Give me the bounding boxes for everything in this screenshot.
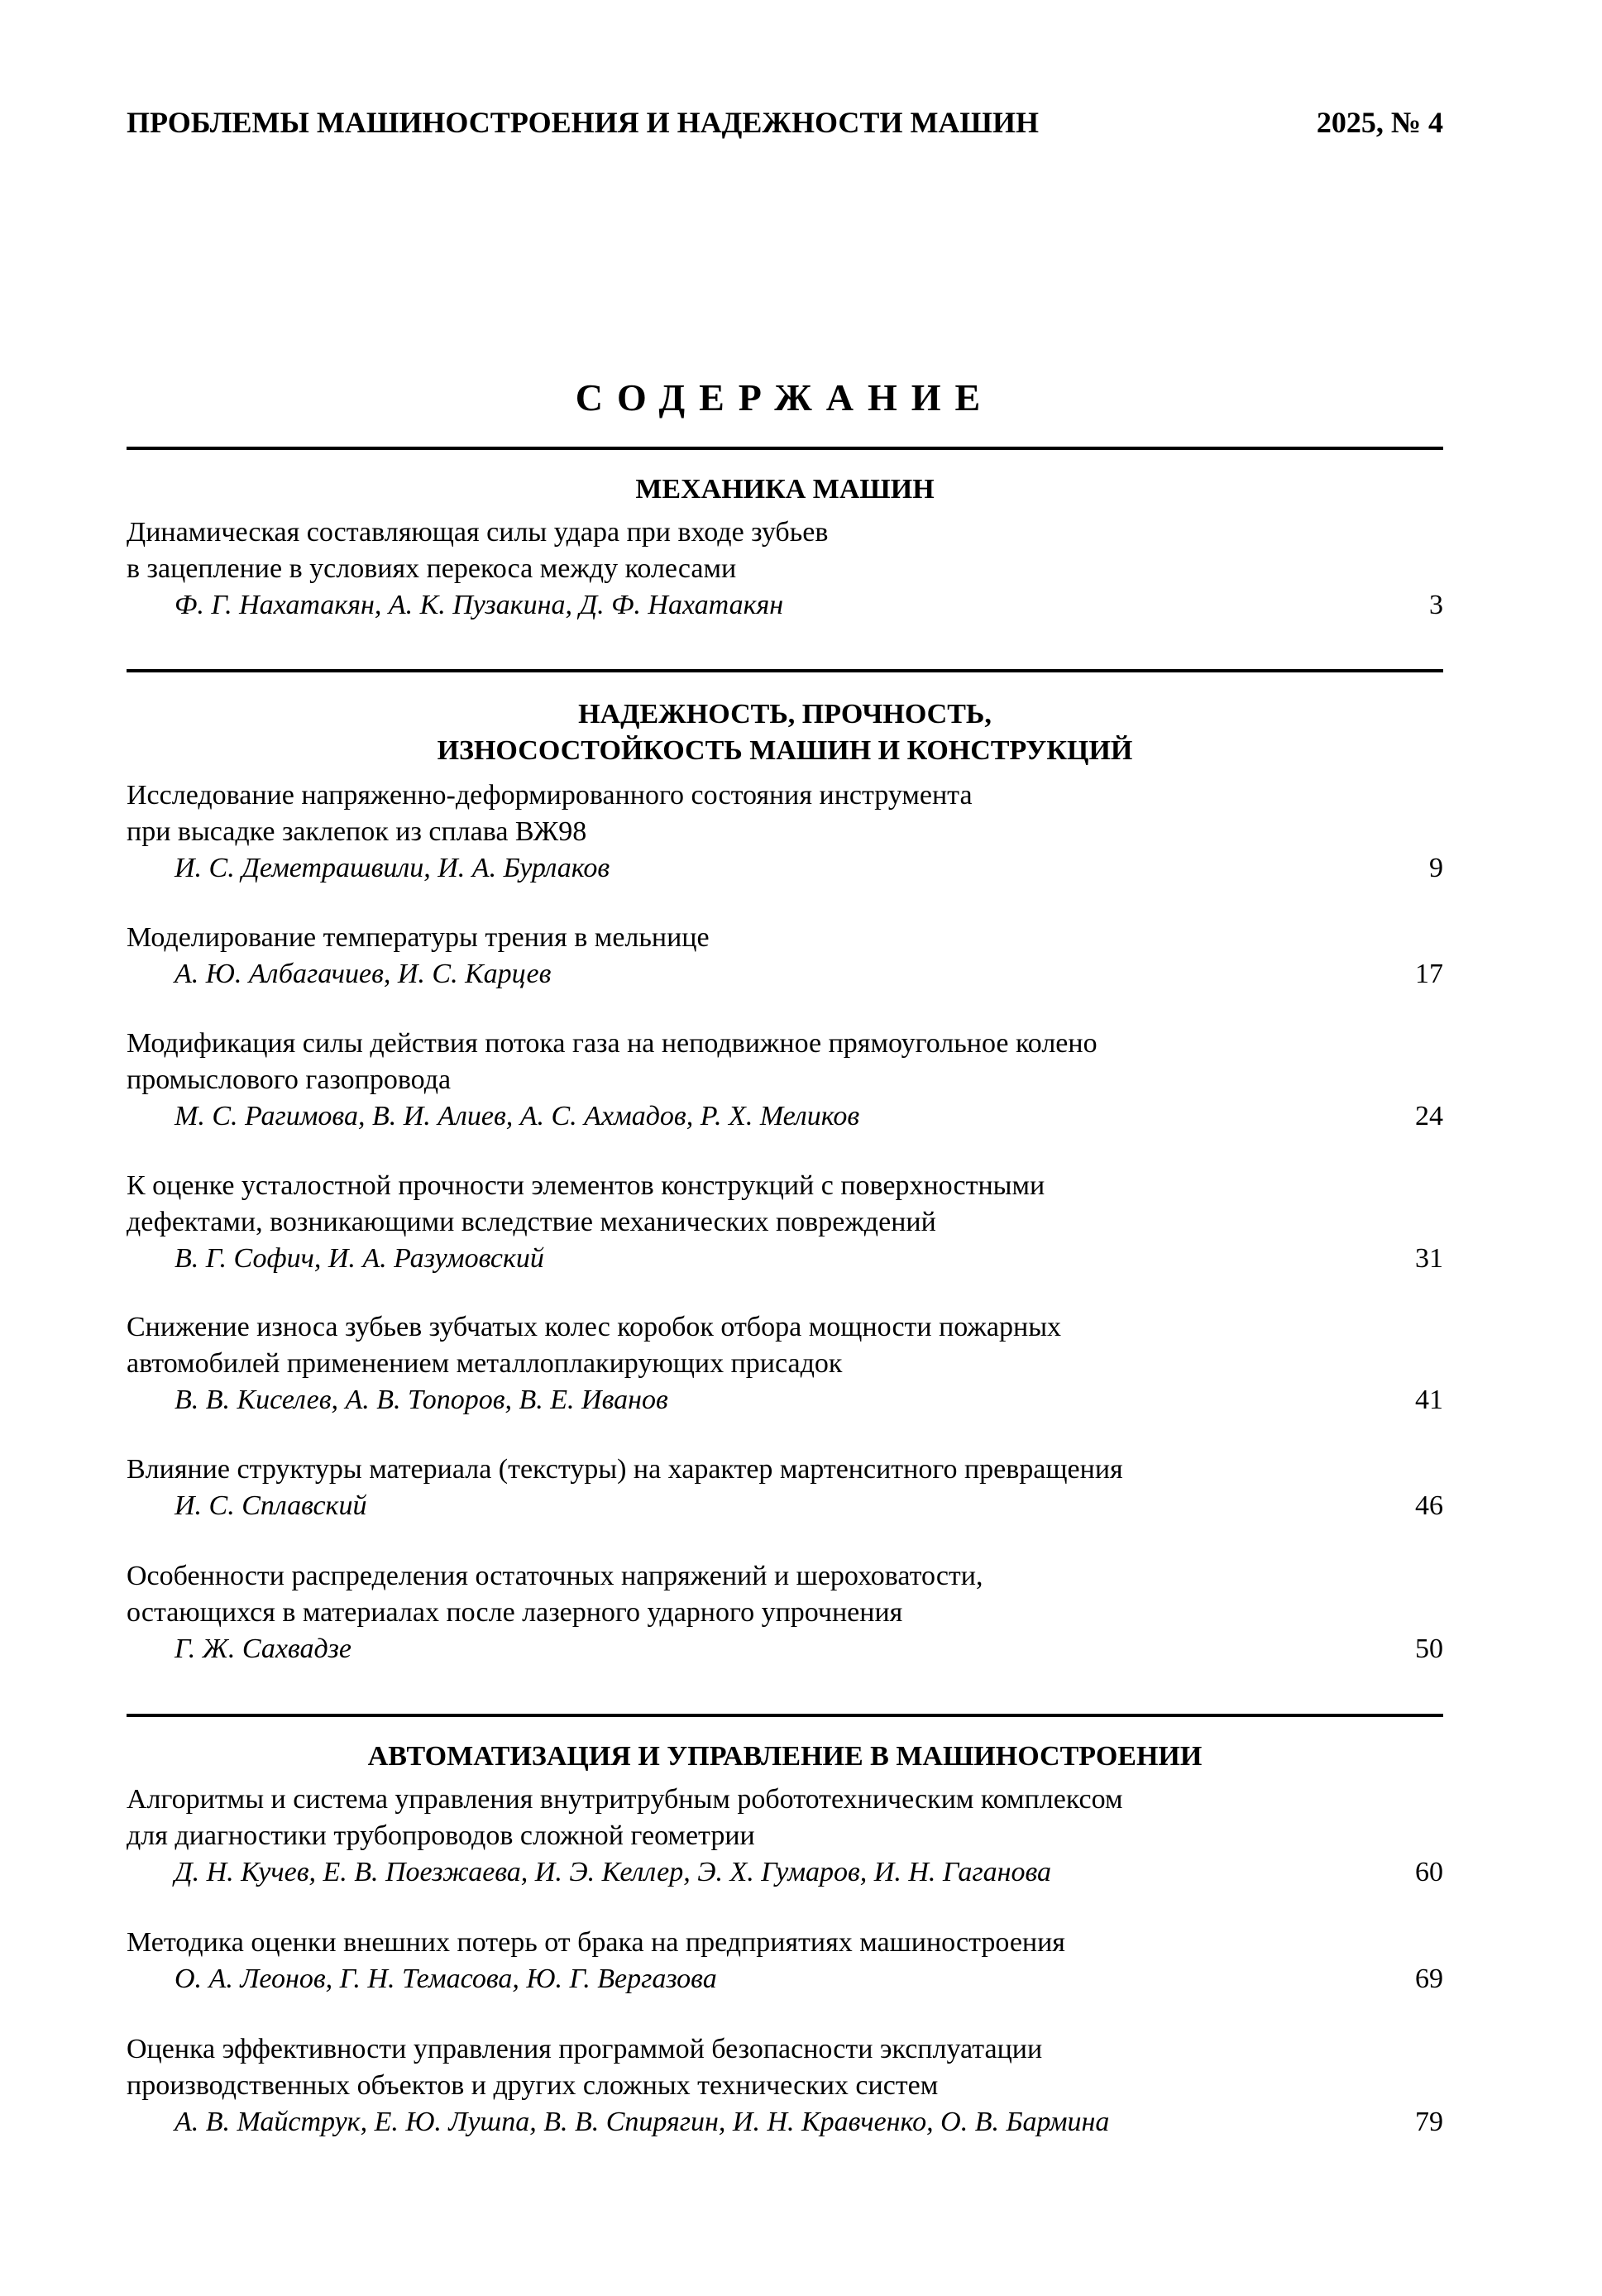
toc-entry[interactable]	[127, 920, 1443, 993]
section-rule	[127, 447, 1443, 450]
section-heading	[127, 1739, 1443, 1775]
entry-authors: Д. Н. Кучев, Е. В. Поезжаева, И. Э. Келлер, Э. Х. Гумаров, И. Н. Гаганова	[175, 1857, 1052, 1887]
section-heading-line: МЕХАНИКА МАШИН	[635, 474, 935, 505]
toc-entry[interactable]	[127, 777, 1443, 887]
section-heading-line: НАДЕЖНОСТЬ, ПРОЧНОСТЬ,	[578, 699, 992, 729]
section-rule	[127, 669, 1443, 672]
entry-title-line: Влияние структуры материала (текстуры) на характер мартенситного превращения	[127, 1454, 1123, 1485]
entry-authors: М. С. Рагимова, В. И. Алиев, А. С. Ахмадов, Р. Х. Меликов	[175, 1101, 860, 1131]
entry-authors: И. С. Сплавский	[175, 1490, 367, 1521]
toc-entry[interactable]	[127, 1168, 1443, 1277]
entry-title-line: Моделирование температуры трения в мельнице	[127, 922, 710, 953]
entry-page-number: 31	[1415, 1243, 1443, 1274]
entry-page-number: 41	[1415, 1385, 1443, 1415]
entry-authors: А. В. Майструк, Е. Ю. Лушпа, В. В. Спирягин, И. Н. Кравченко, О. В. Бармина	[175, 2107, 1110, 2137]
entry-authors: Ф. Г. Нахатакян, А. К. Пузакина, Д. Ф. Нахатакян	[175, 590, 784, 620]
entry-title-line: Оценка эффективности управления программой безопасности эксплуатации	[127, 2034, 1043, 2064]
issue-number: 2025, № 4	[1316, 106, 1443, 139]
entry-title-line: Алгоритмы и система управления внутритрубным робототехническим комплексом	[127, 1784, 1123, 1815]
entry-title-line: автомобилей применением металлоплакирующих присадок	[127, 1348, 843, 1379]
running-header	[127, 105, 1443, 140]
toc-entry[interactable]	[127, 1309, 1443, 1418]
entry-page-number: 60	[1415, 1857, 1443, 1887]
entry-page-number: 69	[1415, 1964, 1443, 1994]
entry-page-number: 24	[1415, 1101, 1443, 1131]
entry-title-line: промыслового газопровода	[127, 1064, 452, 1095]
toc-title: СОДЕРЖАНИЕ	[575, 376, 995, 419]
section-heading	[127, 471, 1443, 508]
entry-page-number: 79	[1415, 2107, 1443, 2137]
toc-entry[interactable]	[127, 1782, 1443, 1891]
journal-title: ПРОБЛЕМЫ МАШИНОСТРОЕНИЯ И НАДЕЖНОСТИ МАШИН	[127, 106, 1039, 139]
toc-entry[interactable]	[127, 1558, 1443, 1667]
entry-page-number: 17	[1415, 959, 1443, 989]
entry-title-line: при высадке заклепок из сплава ВЖ98	[127, 816, 587, 847]
section-heading-line: ИЗНОСОСТОЙКОСТЬ МАШИН И КОНСТРУКЦИЙ	[437, 735, 1133, 766]
entry-authors: О. А. Леонов, Г. Н. Темасова, Ю. Г. Вергазова	[175, 1964, 717, 1994]
entry-title-line: для диагностики трубопроводов сложной геометрии	[127, 1820, 755, 1851]
entry-title-line: Динамическая составляющая силы удара при входе зубьев	[127, 517, 829, 548]
entry-title-line: производственных объектов и других сложных технических систем	[127, 2070, 939, 2101]
entry-authors: И. С. Деметрашвили, И. А. Бурлаков	[175, 853, 610, 883]
entry-page-number: 46	[1415, 1490, 1443, 1521]
entry-authors: А. Ю. Албагачиев, И. С. Карцев	[175, 959, 552, 989]
entry-page-number: 50	[1415, 1634, 1443, 1664]
entry-page-number: 3	[1429, 590, 1443, 620]
entry-authors: Г. Ж. Сахвадзе	[175, 1634, 352, 1664]
entry-title-line: Особенности распределения остаточных напряжений и шероховатости,	[127, 1561, 983, 1591]
section-rule	[127, 1714, 1443, 1717]
section-heading	[127, 696, 1443, 769]
entry-authors: В. В. Киселев, А. В. Топоров, В. Е. Иванов	[175, 1385, 668, 1415]
toc-entry[interactable]	[127, 1925, 1443, 1997]
toc-entry[interactable]	[127, 2031, 1443, 2141]
entry-page-number: 9	[1429, 853, 1443, 883]
entry-title-line: Методика оценки внешних потерь от брака на предприятиях машиностроения	[127, 1927, 1065, 1958]
toc-entry[interactable]	[127, 514, 1443, 624]
entry-title-line: Исследование напряженно-деформированного состояния инструмента	[127, 780, 973, 811]
toc-entry[interactable]	[127, 1452, 1443, 1524]
entry-authors: В. Г. Софич, И. А. Разумовский	[175, 1243, 544, 1274]
toc-entry[interactable]	[127, 1026, 1443, 1135]
entry-title-line: Снижение износа зубьев зубчатых колес коробок отбора мощности пожарных	[127, 1312, 1062, 1342]
entry-title-line: Модификация силы действия потока газа на неподвижное прямоугольное колено	[127, 1028, 1097, 1059]
entry-title-line: остающихся в материалах после лазерного ударного упрочнения	[127, 1597, 903, 1628]
entry-title-line: К оценке усталостной прочности элементов конструкций с поверхностными	[127, 1170, 1045, 1201]
entry-title-line: в зацепление в условиях перекоса между колесами	[127, 553, 737, 584]
section-heading-line: АВТОМАТИЗАЦИЯ И УПРАВЛЕНИЕ В МАШИНОСТРОЕНИИ	[367, 1741, 1203, 1772]
entry-title-line: дефектами, возникающими вследствие механических повреждений	[127, 1207, 936, 1237]
